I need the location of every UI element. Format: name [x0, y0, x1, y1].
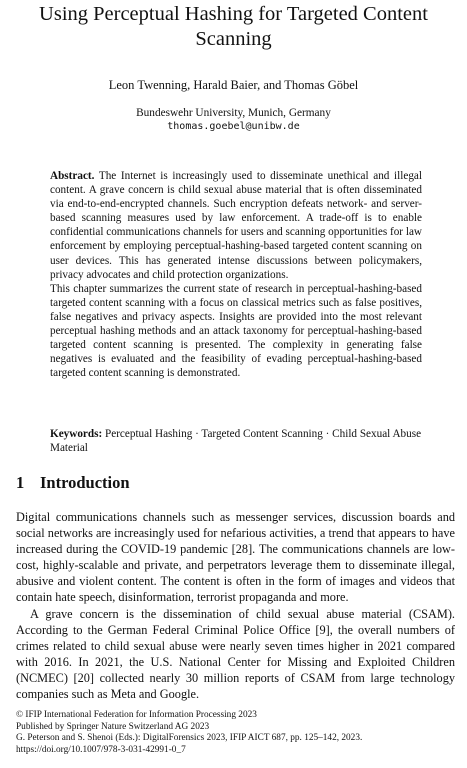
abstract [50, 169, 422, 380]
abstract-text-1: The Internet is increasingly used to disseminate unethical and illegal content. A grave concern is child sexual abuse material that is often disseminated via end-to-end-encrypted channels. Such encryption defeats network- and server-based scanning measures used by law enforcement. A trade-off is to enable confidential communications channels for users and scanning opportunities for law enforcement by employing perceptual-hashing-based targeted content scanning on user devices. This has generated intense discussions between policymakers, privacy advocates and child protection organizations. [50, 170, 422, 281]
keywords-text: Perceptual Hashing · Targeted Content Scanning · Child Sexual Abuse Material [50, 428, 422, 454]
keywords [50, 427, 422, 455]
author-list: Leon Twenning, Harald Baier, and Thomas Göbel [108, 78, 359, 92]
copyright-line: © IFIP International Federation for Information Processing 2023 [16, 710, 257, 720]
section-body [16, 509, 455, 702]
page-footer [16, 710, 456, 756]
paper-title: Using Perceptual Hashing for Targeted Content Scanning [39, 3, 428, 50]
citation-line: G. Peterson and S. Shenoi (Eds.): DigitalForensics 2023, IFIP AICT 687, pp. 125–142, 2023. [16, 733, 363, 744]
author-email[interactable]: thomas.goebel@unibw.de [167, 121, 300, 132]
body-paragraph-2: A grave concern is the dissemination of child sexual abuse material (CSAM). According to the German Federal Criminal Police Office [9], the overall numbers of crimes related to child sexual abuse were nearly seven times higher in 2021 compared with 2016. In 2021, the U.S. National Center for Missing and Exploited Children (NCMEC) [20] collected nearly 30 million reports of CSAM from large technology companies such as Meta and Google. [16, 606, 455, 702]
keywords-label: Keywords: [50, 428, 103, 440]
section-title: Introduction [40, 473, 130, 492]
abstract-paragraph-2: This chapter summarizes the current state of research in perceptual-hashing-based targeted content scanning with a focus on classical metrics such as false positives, false negatives and privacy aspects. Insights are provided into the most relevant perceptual hashing methods and an attack taxonomy for perceptual-hashing-based targeted content scanning is presented. The complexity in generating false negatives is evaluated and the feasibility of evading perceptual-hashing-based targeted content scanning is demonstrated. [50, 282, 422, 380]
section-heading-introduction [16, 473, 130, 493]
section-number: 1 [16, 473, 25, 492]
abstract-paragraph-1 [50, 169, 422, 282]
publisher-line: Published by Springer Nature Switzerland AG 2023 [16, 721, 210, 732]
body-paragraph-1: Digital communications channels such as messenger services, discussion boards and social networks are increasingly used for nefarious activities, a trend that appears to have increased during the COVID-19 pandemic [28]. The communications channels are low-cost, highly-scalable and private, and perpetrators leverage them to disseminate illegal, abusive and violent content. The content is often in the form of images and videos that contain hate speech, disinformation, terrorist propaganda and more. [16, 510, 455, 605]
affiliation: Bundeswehr University, Munich, Germany [136, 107, 331, 119]
abstract-label: Abstract. [50, 170, 95, 182]
doi-link[interactable]: https://doi.org/10.1007/978-3-031-42991-0_7 [16, 744, 186, 755]
